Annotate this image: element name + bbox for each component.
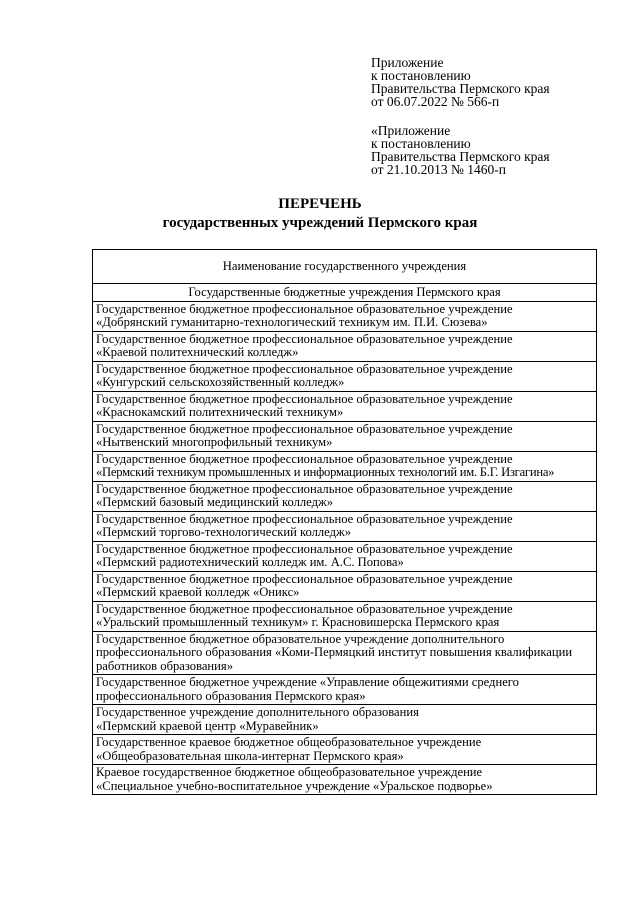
table-cell — [93, 391, 597, 421]
table-row — [93, 571, 597, 601]
table-row — [93, 541, 597, 571]
appendix-line: от 06.07.2022 № 566-п — [371, 94, 500, 109]
table-row — [93, 361, 597, 391]
institution-name-line: Государственное бюджетное профессиональное образовательное учреждение — [96, 451, 513, 466]
table-cell — [93, 705, 597, 735]
institution-name-line: Государственное бюджетное профессиональное образовательное учреждение — [96, 571, 513, 586]
institution-name-line: «Добрянский гуманитарно-технологический техникум им. П.И. Сюзева» — [96, 315, 488, 329]
institution-name-line: «Пермский радиотехнический колледж им. А.С. Попова» — [96, 555, 404, 569]
institution-name-line: «Кунгурский сельскохозяйственный колледж» — [96, 375, 345, 389]
document-subtitle: государственных учреждений Пермского края — [162, 215, 478, 231]
table-row — [93, 735, 597, 765]
table-cell — [93, 765, 597, 795]
institution-name: Государственное бюджетное образовательное учреждение дополнительного профессионального образования «Коми-Пермяцкий институт повышения квалификации работников образования» — [96, 631, 573, 673]
table-cell — [93, 511, 597, 541]
document-title: ПЕРЕЧЕНЬ — [278, 196, 362, 212]
appendix-line: Правительства Пермского края — [371, 81, 550, 96]
institution-name-line: Государственное бюджетное профессиональное образовательное учреждение — [96, 541, 513, 556]
institution-name-line: Государственное бюджетное профессиональное образовательное учреждение — [96, 301, 513, 316]
institution-name-line: Государственное бюджетное профессиональное образовательное учреждение — [96, 331, 513, 346]
table-row — [93, 481, 597, 511]
table-row — [93, 301, 597, 331]
institution-name-line: «Пермский торгово-технологический колледж» — [96, 525, 351, 539]
table-cell — [93, 421, 597, 451]
table-row — [93, 675, 597, 705]
table-cell — [93, 631, 597, 675]
institution-name-line: «Пермский краевой центр «Муравейник» — [96, 718, 319, 733]
table-cell — [93, 331, 597, 361]
appendix-line: к постановлению — [371, 68, 471, 83]
institution-name-line: «Специальное учебно-воспитательное учреждение «Уральское подворье» — [96, 778, 493, 793]
table-section-row — [93, 284, 597, 302]
table-section-cell: Государственные бюджетные учреждения Пермского края — [93, 284, 597, 302]
institution-name-line: Государственное бюджетное профессиональное образовательное учреждение — [96, 511, 513, 526]
appendix-line: Правительства Пермского края — [371, 149, 550, 164]
table-row — [93, 765, 597, 795]
institution-name-line: Государственное бюджетное профессиональное образовательное учреждение — [96, 361, 513, 376]
table-header-row — [93, 250, 597, 284]
appendix-block-original — [371, 124, 550, 176]
institution-name: Государственное бюджетное учреждение «Управление общежитиями среднего профессионального образования Пермского края» — [96, 675, 519, 703]
table-cell — [93, 675, 597, 705]
institution-name-line: «Нытвенский многопрофильный техникум» — [96, 435, 333, 449]
institutions-table — [92, 249, 597, 795]
table-cell — [93, 451, 597, 481]
institution-name-line: Государственное бюджетное профессиональное образовательное учреждение — [96, 391, 513, 406]
appendix-block-current — [371, 56, 550, 108]
institution-name-line: Краевое государственное бюджетное общеобразовательное учреждение — [96, 765, 483, 779]
table-cell — [93, 481, 597, 511]
table-row — [93, 601, 597, 631]
table-header-cell: Наименование государственного учреждения — [93, 250, 597, 284]
institution-name-line: Государственное учреждение дополнительного образования — [96, 705, 419, 719]
institution-name-line: «Краснокамский политехнический техникум» — [96, 405, 344, 419]
institution-name-line: «Уральский промышленный техникум» г. Красновишерска Пермского края — [96, 615, 500, 629]
table-row — [93, 705, 597, 735]
table-cell — [93, 541, 597, 571]
appendix-line: Приложение — [371, 55, 444, 70]
table-cell — [93, 571, 597, 601]
institution-name-line: Государственное бюджетное профессиональное образовательное учреждение — [96, 601, 513, 616]
institution-name-line: Государственное бюджетное профессиональное образовательное учреждение — [96, 481, 513, 496]
appendix-line: от 21.10.2013 № 1460-п — [371, 162, 506, 177]
table-row — [93, 511, 597, 541]
table-cell — [93, 601, 597, 631]
appendix-line: «Приложение — [371, 123, 451, 138]
table-row — [93, 391, 597, 421]
institution-name-line: «Пермский базовый медицинский колледж» — [96, 495, 333, 509]
appendix-line: к постановлению — [371, 136, 471, 151]
table-cell — [93, 301, 597, 331]
institution-name-line: «Пермский техникум промышленных и информационных технологий им. Б.Г. Изгагина» — [96, 465, 555, 479]
table-cell — [93, 361, 597, 391]
institution-name-line: «Общеобразовательная школа-интернат Пермского края» — [96, 748, 404, 763]
institution-name-line: «Пермский краевой колледж «Оникс» — [96, 585, 300, 599]
table-row — [93, 331, 597, 361]
table-row — [93, 451, 597, 481]
institution-name-line: Государственное бюджетное профессиональное образовательное учреждение — [96, 421, 513, 436]
institution-name-line: «Краевой политехнический колледж» — [96, 345, 299, 359]
table-row — [93, 631, 597, 675]
institution-name-line: Государственное краевое бюджетное общеобразовательное учреждение — [96, 735, 482, 749]
table-row — [93, 421, 597, 451]
table-cell — [93, 735, 597, 765]
